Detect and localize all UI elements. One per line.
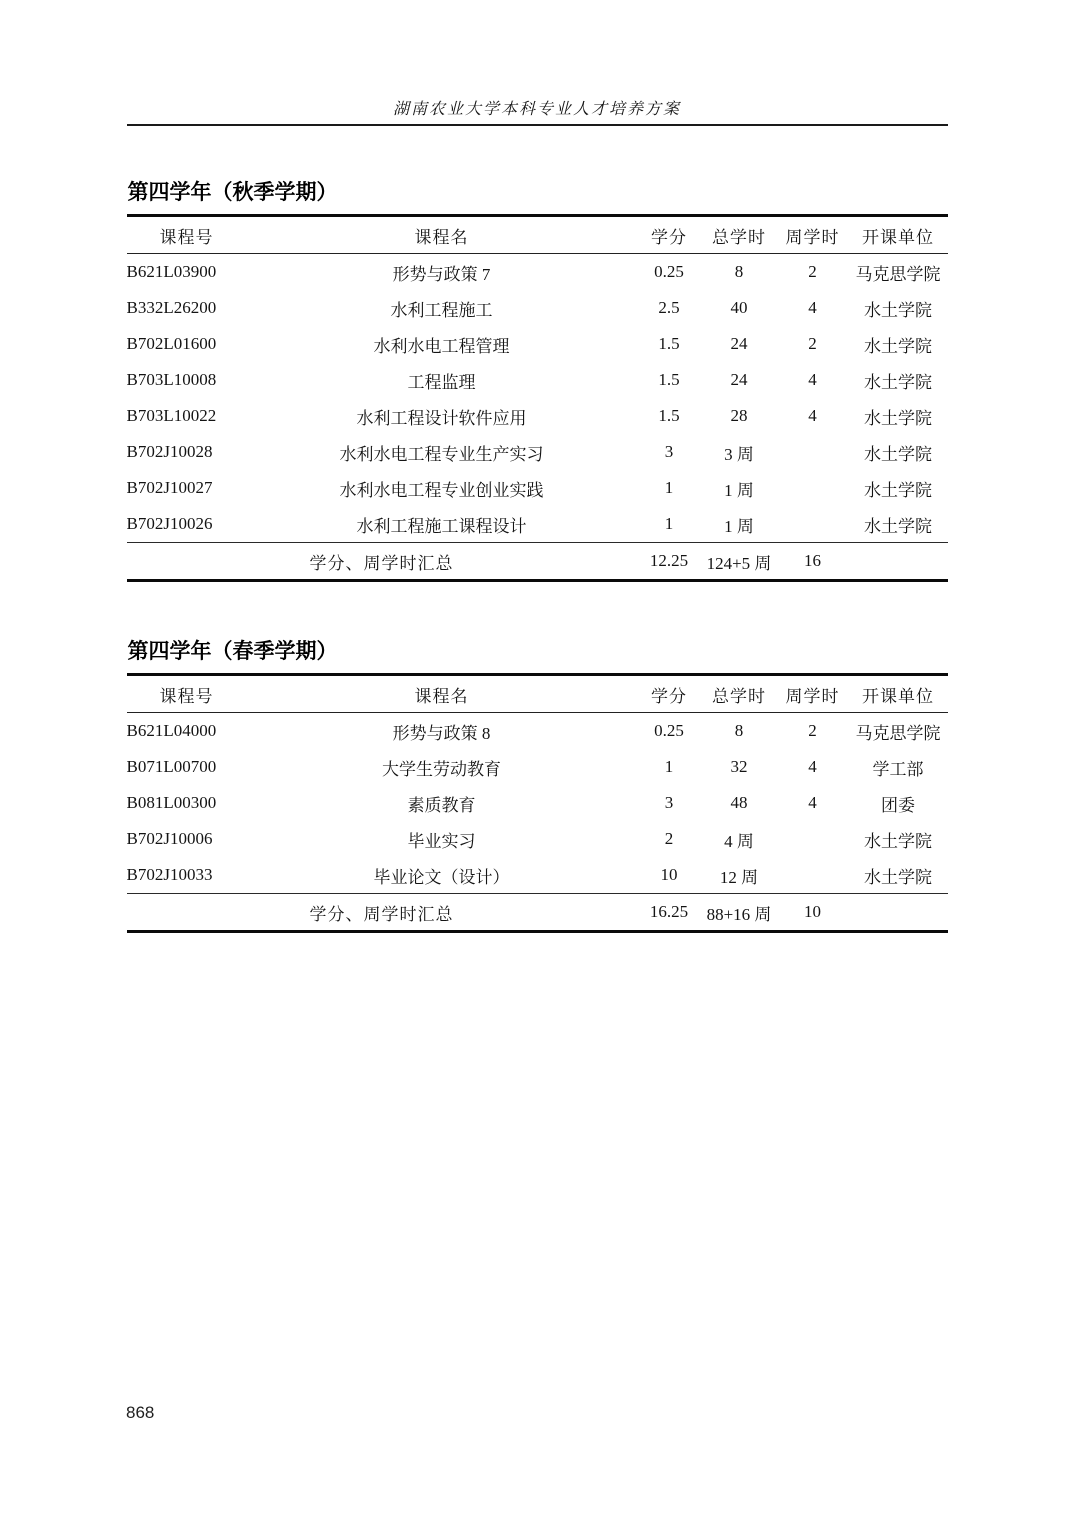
table-row xyxy=(127,749,948,785)
cell-course-no: B703L10022 xyxy=(126,406,217,426)
section-autumn-semester xyxy=(127,180,948,582)
cell-unit: 水土学院 xyxy=(864,831,932,851)
cell-course-name: 水利水电工程专业创业实践 xyxy=(339,480,544,500)
summary-row xyxy=(127,543,948,581)
summary-row xyxy=(127,894,948,932)
cell-credits: 1 xyxy=(664,478,674,498)
cell-weekly-hours xyxy=(777,857,849,894)
cell-total-hours: 8 xyxy=(734,721,744,741)
column-header-total-hours: 总学时 xyxy=(702,216,777,254)
cell-credits: 0.25 xyxy=(654,721,684,741)
cell-total-hours: 3 周 xyxy=(724,444,754,464)
table-row xyxy=(127,785,948,821)
cell-credits: 1.5 xyxy=(658,334,680,354)
cell-course-no: B702J10026 xyxy=(126,514,213,534)
cell-unit: 水土学院 xyxy=(864,480,932,500)
column-header-course-no: 课程号 xyxy=(127,675,247,713)
cell-credits: 1 xyxy=(664,514,674,534)
cell-unit: 学工部 xyxy=(872,759,924,779)
cell-course-name: 形势与政策 7 xyxy=(392,264,491,284)
table-header-row xyxy=(127,675,948,713)
cell-course-name: 水利工程施工 xyxy=(390,300,493,320)
table-row xyxy=(127,713,948,750)
cell-unit: 团委 xyxy=(881,795,915,815)
course-table-spring xyxy=(127,673,948,933)
column-header-unit: 开课单位 xyxy=(849,675,948,713)
cell-course-name: 水利水电工程专业生产实习 xyxy=(339,444,544,464)
cell-unit: 马克思学院 xyxy=(855,723,941,743)
cell-total-hours: 12 周 xyxy=(719,867,759,887)
cell-credits: 10 xyxy=(660,865,678,885)
cell-course-name: 水利工程施工课程设计 xyxy=(356,516,527,536)
column-header-weekly-hours: 周学时 xyxy=(777,675,849,713)
summary-weekly-hours: 10 xyxy=(777,894,849,932)
cell-total-hours: 8 xyxy=(734,262,744,282)
summary-weekly-hours: 16 xyxy=(777,543,849,581)
cell-credits: 3 xyxy=(664,442,674,462)
cell-weekly-hours: 4 xyxy=(808,370,817,390)
cell-total-hours: 48 xyxy=(730,793,748,813)
cell-weekly-hours xyxy=(777,821,849,857)
cell-credits: 2 xyxy=(664,829,674,849)
cell-weekly-hours xyxy=(777,470,849,506)
table-row xyxy=(127,821,948,857)
cell-unit: 马克思学院 xyxy=(855,264,941,284)
cell-credits: 3 xyxy=(664,793,674,813)
summary-total-hours: 88+16 周 xyxy=(702,894,777,932)
cell-course-no: B071L00700 xyxy=(126,757,217,777)
cell-credits: 2.5 xyxy=(658,298,680,318)
cell-weekly-hours: 4 xyxy=(808,298,817,318)
column-header-unit: 开课单位 xyxy=(849,216,948,254)
section-heading-autumn: 第四学年（秋季学期） xyxy=(127,181,338,204)
cell-unit: 水土学院 xyxy=(864,336,932,356)
summary-credits: 12.25 xyxy=(637,543,702,581)
cell-total-hours: 32 xyxy=(730,757,748,777)
cell-course-name: 水利水电工程管理 xyxy=(373,336,510,356)
cell-weekly-hours: 2 xyxy=(808,721,817,741)
table-row xyxy=(127,326,948,362)
section-spring-semester xyxy=(127,639,948,933)
cell-total-hours: 1 周 xyxy=(724,480,754,500)
cell-total-hours: 1 周 xyxy=(724,516,754,536)
cell-weekly-hours: 2 xyxy=(808,334,817,354)
page-number: 868 xyxy=(126,1403,155,1422)
cell-unit: 水土学院 xyxy=(864,867,932,887)
cell-course-no: B081L00300 xyxy=(126,793,217,813)
column-header-credits: 学分 xyxy=(637,216,702,254)
page-header xyxy=(127,0,948,126)
cell-weekly-hours: 4 xyxy=(808,757,817,777)
cell-course-name: 素质教育 xyxy=(407,795,476,815)
cell-total-hours: 28 xyxy=(730,406,748,426)
cell-weekly-hours: 4 xyxy=(808,406,817,426)
table-row xyxy=(127,470,948,506)
page-content xyxy=(127,0,948,933)
cell-course-no: B621L03900 xyxy=(126,262,217,282)
cell-course-name: 毕业实习 xyxy=(407,831,476,851)
cell-course-no: B621L04000 xyxy=(126,721,217,741)
cell-course-name: 大学生劳动教育 xyxy=(382,759,501,779)
cell-course-name: 毕业论文（设计） xyxy=(373,867,510,887)
cell-total-hours: 24 xyxy=(730,334,748,354)
table-header-row xyxy=(127,216,948,254)
summary-total-hours: 124+5 周 xyxy=(702,543,777,581)
table-row xyxy=(127,398,948,434)
table-row xyxy=(127,434,948,470)
course-table-autumn xyxy=(127,214,948,582)
cell-credits: 1.5 xyxy=(658,370,680,390)
summary-label: 学分、周学时汇总 xyxy=(127,894,637,932)
cell-course-name: 形势与政策 8 xyxy=(392,723,491,743)
cell-course-no: B703L10008 xyxy=(126,370,217,390)
cell-credits: 0.25 xyxy=(654,262,684,282)
cell-weekly-hours xyxy=(777,434,849,470)
summary-credits: 16.25 xyxy=(637,894,702,932)
cell-course-no: B702J10028 xyxy=(126,442,213,462)
cell-unit: 水土学院 xyxy=(864,444,932,464)
cell-course-no: B332L26200 xyxy=(126,298,217,318)
cell-unit: 水土学院 xyxy=(864,516,932,536)
cell-weekly-hours: 4 xyxy=(808,793,817,813)
cell-unit: 水土学院 xyxy=(864,372,932,392)
column-header-weekly-hours: 周学时 xyxy=(777,216,849,254)
cell-unit: 水土学院 xyxy=(864,300,932,320)
cell-total-hours: 4 周 xyxy=(724,831,754,851)
table-row xyxy=(127,362,948,398)
cell-course-no: B702J10027 xyxy=(126,478,213,498)
table-row xyxy=(127,857,948,894)
cell-total-hours: 24 xyxy=(730,370,748,390)
column-header-course-no: 课程号 xyxy=(127,216,247,254)
cell-course-no: B702L01600 xyxy=(126,334,217,354)
summary-unit xyxy=(849,894,948,932)
column-header-course-name: 课程名 xyxy=(247,216,637,254)
cell-weekly-hours: 2 xyxy=(808,262,817,282)
cell-course-no: B702J10006 xyxy=(126,829,213,849)
table-row xyxy=(127,290,948,326)
doc-title: 湖南农业大学本科专业人才培养方案 xyxy=(392,101,681,118)
cell-credits: 1 xyxy=(664,757,674,777)
cell-unit: 水土学院 xyxy=(864,408,932,428)
summary-unit xyxy=(849,543,948,581)
cell-course-name: 工程监理 xyxy=(407,372,476,392)
cell-weekly-hours xyxy=(777,506,849,543)
column-header-total-hours: 总学时 xyxy=(702,675,777,713)
table-row xyxy=(127,254,948,291)
section-heading-spring: 第四学年（春季学期） xyxy=(127,640,338,664)
cell-credits: 1.5 xyxy=(658,406,680,426)
cell-course-no: B702J10033 xyxy=(126,865,213,885)
cell-total-hours: 40 xyxy=(730,298,748,318)
table-row xyxy=(127,506,948,543)
summary-label: 学分、周学时汇总 xyxy=(127,543,637,581)
column-header-credits: 学分 xyxy=(637,675,702,713)
cell-course-name: 水利工程设计软件应用 xyxy=(356,408,527,428)
column-header-course-name: 课程名 xyxy=(247,675,637,713)
